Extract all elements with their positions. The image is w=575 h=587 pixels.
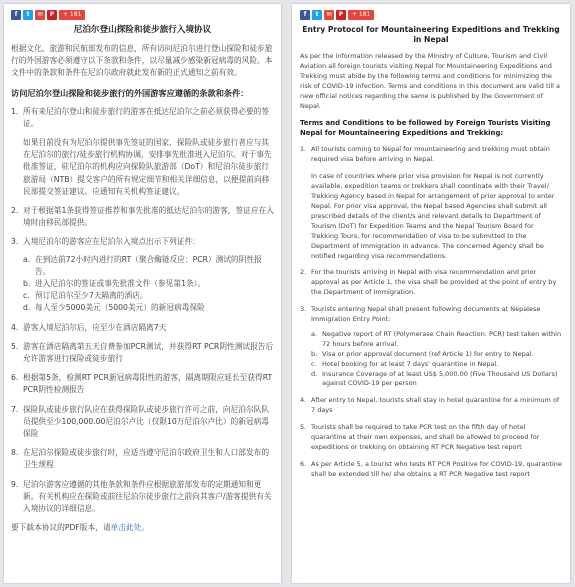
share-bar (11, 10, 274, 20)
list-item-body (311, 145, 562, 261)
list-item-number: 2. (11, 206, 19, 216)
list-item-text: 对于根据第1条获得签证推荐和事先批准的抵达尼泊尔的游客，签证应在入境时由移民部提供。 (23, 206, 274, 228)
download-line (11, 522, 274, 534)
intro-paragraph: 根据文化、旅游和民航部发布的信息，所有访问尼泊尔进行登山探险和徒步旅行的外国游客必须遵守以下条款和条件，以尽量减少感染新冠病毒的风险。本文件中的条款和条件在尼泊尔政府就此发布新的正式通知之前有效。 (11, 44, 273, 78)
list-item-note: In case of countries where prior visa provision for Nepal is not currently available, expedition teams or trekkers shall coordinate with their Travel/ Trekking Agency based in Nepal for arrangement of prior approval to enter Nepal. For prior visa approval, the Nepal based Agencies shall submit all prescribed details of the client/s and relevant details to Department of Tourism (DoT) for Expedition Teams and the Nepal Tourism Board for Trekking Tours, for recommendation of visa to be submitted to the Department of Immigration in advance. The concerned Agency shall be notified regarding visa recommendations. (311, 172, 555, 260)
list-item-body (311, 460, 562, 480)
list-item-text: 游客入境尼泊尔后，应至少在酒店隔离7天 (23, 322, 167, 332)
list-item-text: For the tourists arriving in Nepal with visa recommendation and prior approval as per Article 1, the visa shall be provided at the point of entry by the Department of Immigration. (311, 268, 557, 297)
sub-list-item (311, 370, 562, 390)
list-item-body (311, 423, 562, 453)
list-item-text: 根据第5条，检测RT PCR新冠病毒阳性的游客，隔离期限应延长至获得RT PCR阴性检测报告 (23, 373, 273, 395)
list-item-text: As per Article 5, a tourist who tests RT PCR Positive for COVID-19, quarantine shall be extended till he/ she obtains a RT PCR Negative test report (311, 459, 562, 478)
sub-list-text: Insurance Coverage of at least US$ 5,000.00 (Five Thousand US Dollars) against COVID-19 per person (322, 369, 558, 388)
list-item-body (23, 341, 274, 365)
list-item-number: 2. (300, 268, 307, 277)
sub-list-letter: d. (311, 369, 318, 378)
more-share-button[interactable]: + 181 (348, 10, 374, 20)
list-item-body (23, 322, 274, 334)
list-item-text: 游客在酒店隔离第五天自费参加PCR测试，并获得RT PCR阴性测试报告后允许游客进行探险或徒步旅行 (23, 341, 274, 364)
list-item (11, 404, 274, 441)
list-item-body (311, 396, 562, 416)
list-item-number: 5. (11, 341, 19, 351)
sub-list-letter: b. (311, 349, 318, 358)
sub-list-letter: b. (23, 279, 31, 289)
list-item (11, 322, 274, 334)
list-item (11, 236, 274, 314)
share-bar (300, 10, 562, 20)
list-item-body (23, 479, 274, 516)
sub-list-item (23, 278, 274, 290)
list-item-number: 6. (300, 459, 307, 468)
page-title: 尼泊尔登山探险和徒步旅行入境协议 (73, 25, 212, 35)
list-item-text: All tourists coming to Nepal for mountaineering and trekking must obtain required visa before arriving in Nepal. (311, 145, 550, 164)
email-share-icon[interactable]: ✉ (35, 10, 45, 20)
list-item-number: 3. (300, 305, 307, 314)
twitter-share-icon[interactable]: t (23, 10, 33, 20)
sub-list-item (311, 360, 562, 370)
section-heading: Terms and Conditions to be followed by Foreign Tourists Visiting Nepal for Mountaineering Expeditions and Trekking: (300, 119, 551, 138)
download-text: 要下载本协议的PDF版本，请 (11, 523, 111, 533)
list-item (300, 268, 562, 298)
list-item (300, 460, 562, 480)
sub-list-text: Negative report of RT (Polymerase Chain Reaction: PCR) test taken within 72 hours before arrival. (322, 329, 562, 348)
sub-list-item (311, 330, 562, 350)
list-item-text: 尼泊尔游客应遵循的其他条款和条件应根据旅游部发布的定期通知和更新。有关机构应在探险或前往尼泊尔徒步旅行之前向其客户/游客提供有关入境协议的详细信息。 (23, 479, 272, 514)
terms-list (300, 145, 562, 479)
twitter-share-icon[interactable]: t (312, 10, 322, 20)
sub-list-text: 预订尼泊尔至少7天隔离的酒店。 (35, 291, 148, 301)
list-item-number: 6. (11, 373, 19, 383)
page-title: Entry Protocol for Mountaineering Expeditions and Trekking in Nepal (302, 25, 560, 44)
sub-list-text: 每人至少5000美元（5000美元）的新冠病毒保险 (35, 303, 205, 313)
sub-list-letter: a. (311, 329, 318, 338)
list-item-number: 9. (11, 479, 19, 489)
sub-list-text: 在到达前72小时内进行的RT（聚合酶链反应：PCR）测试的阴性报告。 (35, 254, 262, 276)
facebook-share-icon[interactable]: f (300, 10, 310, 20)
sub-list-text: Visa or prior approval document (ref Article 1) for entry to Nepal. (322, 349, 534, 358)
section-heading: 访问尼泊尔登山探险和徒步旅行的外国游客应遵循的条款和条件： (11, 87, 249, 98)
list-item-text: 探险队或徒步旅行队应在获得探险队或徒步旅行许可之前，向尼泊尔队队员提供至少100,000.00尼泊尔卢比（仅限10万尼泊尔卢比）的新冠病毒保险 (23, 404, 270, 439)
sub-list-text: Hotel booking for at least 7 days' quarantine in Nepal. (322, 359, 499, 368)
more-share-button[interactable]: + 181 (59, 10, 85, 20)
list-item-body (23, 372, 274, 396)
list-item (300, 423, 562, 453)
list-item-text: 在尼泊尔探险或徒步旅行时，应适当遵守尼泊尔政府卫生和人口部发布的卫生规程 (23, 448, 270, 470)
english-article-panel (292, 4, 570, 583)
list-item-body (23, 106, 274, 198)
list-item (300, 305, 562, 389)
chinese-article-panel (4, 4, 281, 583)
list-item-number: 7. (11, 404, 19, 414)
sub-list-item (23, 290, 274, 302)
list-item (11, 479, 274, 516)
pinterest-share-icon[interactable]: P (47, 10, 57, 20)
list-item (300, 396, 562, 416)
sub-list-text: 进入尼泊尔的签证或事先批准文件（参见第1条）。 (35, 279, 206, 289)
list-item-number: 1. (11, 106, 19, 116)
list-item-body (23, 404, 274, 441)
download-pdf-link[interactable]: 单击此处。 (110, 523, 149, 533)
sub-list-letter: c. (23, 291, 30, 301)
list-item-body (311, 268, 562, 298)
list-item-body (23, 236, 274, 314)
list-item-number: 1. (300, 145, 307, 154)
list-item-text: 入境尼泊尔的游客应在尼泊尔入境点出示下列证件： (23, 237, 200, 247)
intro-paragraph: As per the information released by the Ministry of Culture, Tourism and Civil Aviation all foreign tourists visiting Nepal for Mountaineering Expeditions and Trekking must abide by the following terms and conditions for minimizing the risk of COVID-19 infection. Terms and conditions in this document are valid till a new official notices regarding the same is published by the Government of Nepal. (300, 52, 561, 110)
sub-list-letter: a. (23, 254, 31, 264)
list-item-text: After entry to Nepal, tourists shall stay in hotel quarantine for a minimum of 7 days (311, 396, 560, 415)
list-item (11, 341, 274, 365)
list-item (11, 106, 274, 198)
terms-list (11, 106, 274, 516)
sub-list-letter: c. (311, 359, 317, 368)
list-item-number: 8. (11, 448, 19, 458)
sub-list-item (23, 254, 274, 278)
pinterest-share-icon[interactable]: P (336, 10, 346, 20)
list-item-body (23, 205, 274, 229)
list-item-text: 所有来尼泊尔登山和徒步旅行的游客在抵达尼泊尔之前必须获得必要的签证。 (23, 106, 270, 128)
sub-list (311, 330, 562, 389)
sub-list-item (311, 350, 562, 360)
list-item-body (23, 447, 274, 471)
sub-list-letter: d. (23, 303, 31, 313)
list-item-text: Tourists shall be required to take PCR test on the fifth day of hotel quarantine at their own expenses, and shall be allowed to proceed for expeditions or trekking on obtaining RT PCR Negative test report (311, 423, 540, 451)
list-item (11, 205, 274, 229)
list-item-number: 4. (300, 396, 307, 405)
facebook-share-icon[interactable]: f (11, 10, 21, 20)
list-item-note: 如果目前没有为尼泊尔提供事先签证的国家，探险队或徒步旅行者应与其在尼泊尔的旅行/徒步旅行机构协调，安排事先批准进入尼泊尔。对于事先批准签证，驻尼泊尔的机构应向探险队旅游部（DoT）和尼泊尔徒步旅行旅游局（NTB）提交客户的所有规定细节和相关详细信息，以便提前向移民部提交签证建议。应通知有关机构签证建议。 (23, 138, 272, 196)
sub-list (23, 254, 274, 315)
list-item-number: 3. (11, 237, 19, 247)
list-item (300, 145, 562, 261)
list-item (11, 447, 274, 471)
sub-list-item (23, 302, 274, 314)
list-item (11, 372, 274, 396)
list-item-number: 4. (11, 322, 19, 332)
list-item-number: 5. (300, 423, 307, 432)
list-item-text: Tourists entering Nepal shall present following documents at Nepalese Immigration Entry Point: (311, 305, 541, 324)
list-item-body (311, 305, 562, 389)
email-share-icon[interactable]: ✉ (324, 10, 334, 20)
